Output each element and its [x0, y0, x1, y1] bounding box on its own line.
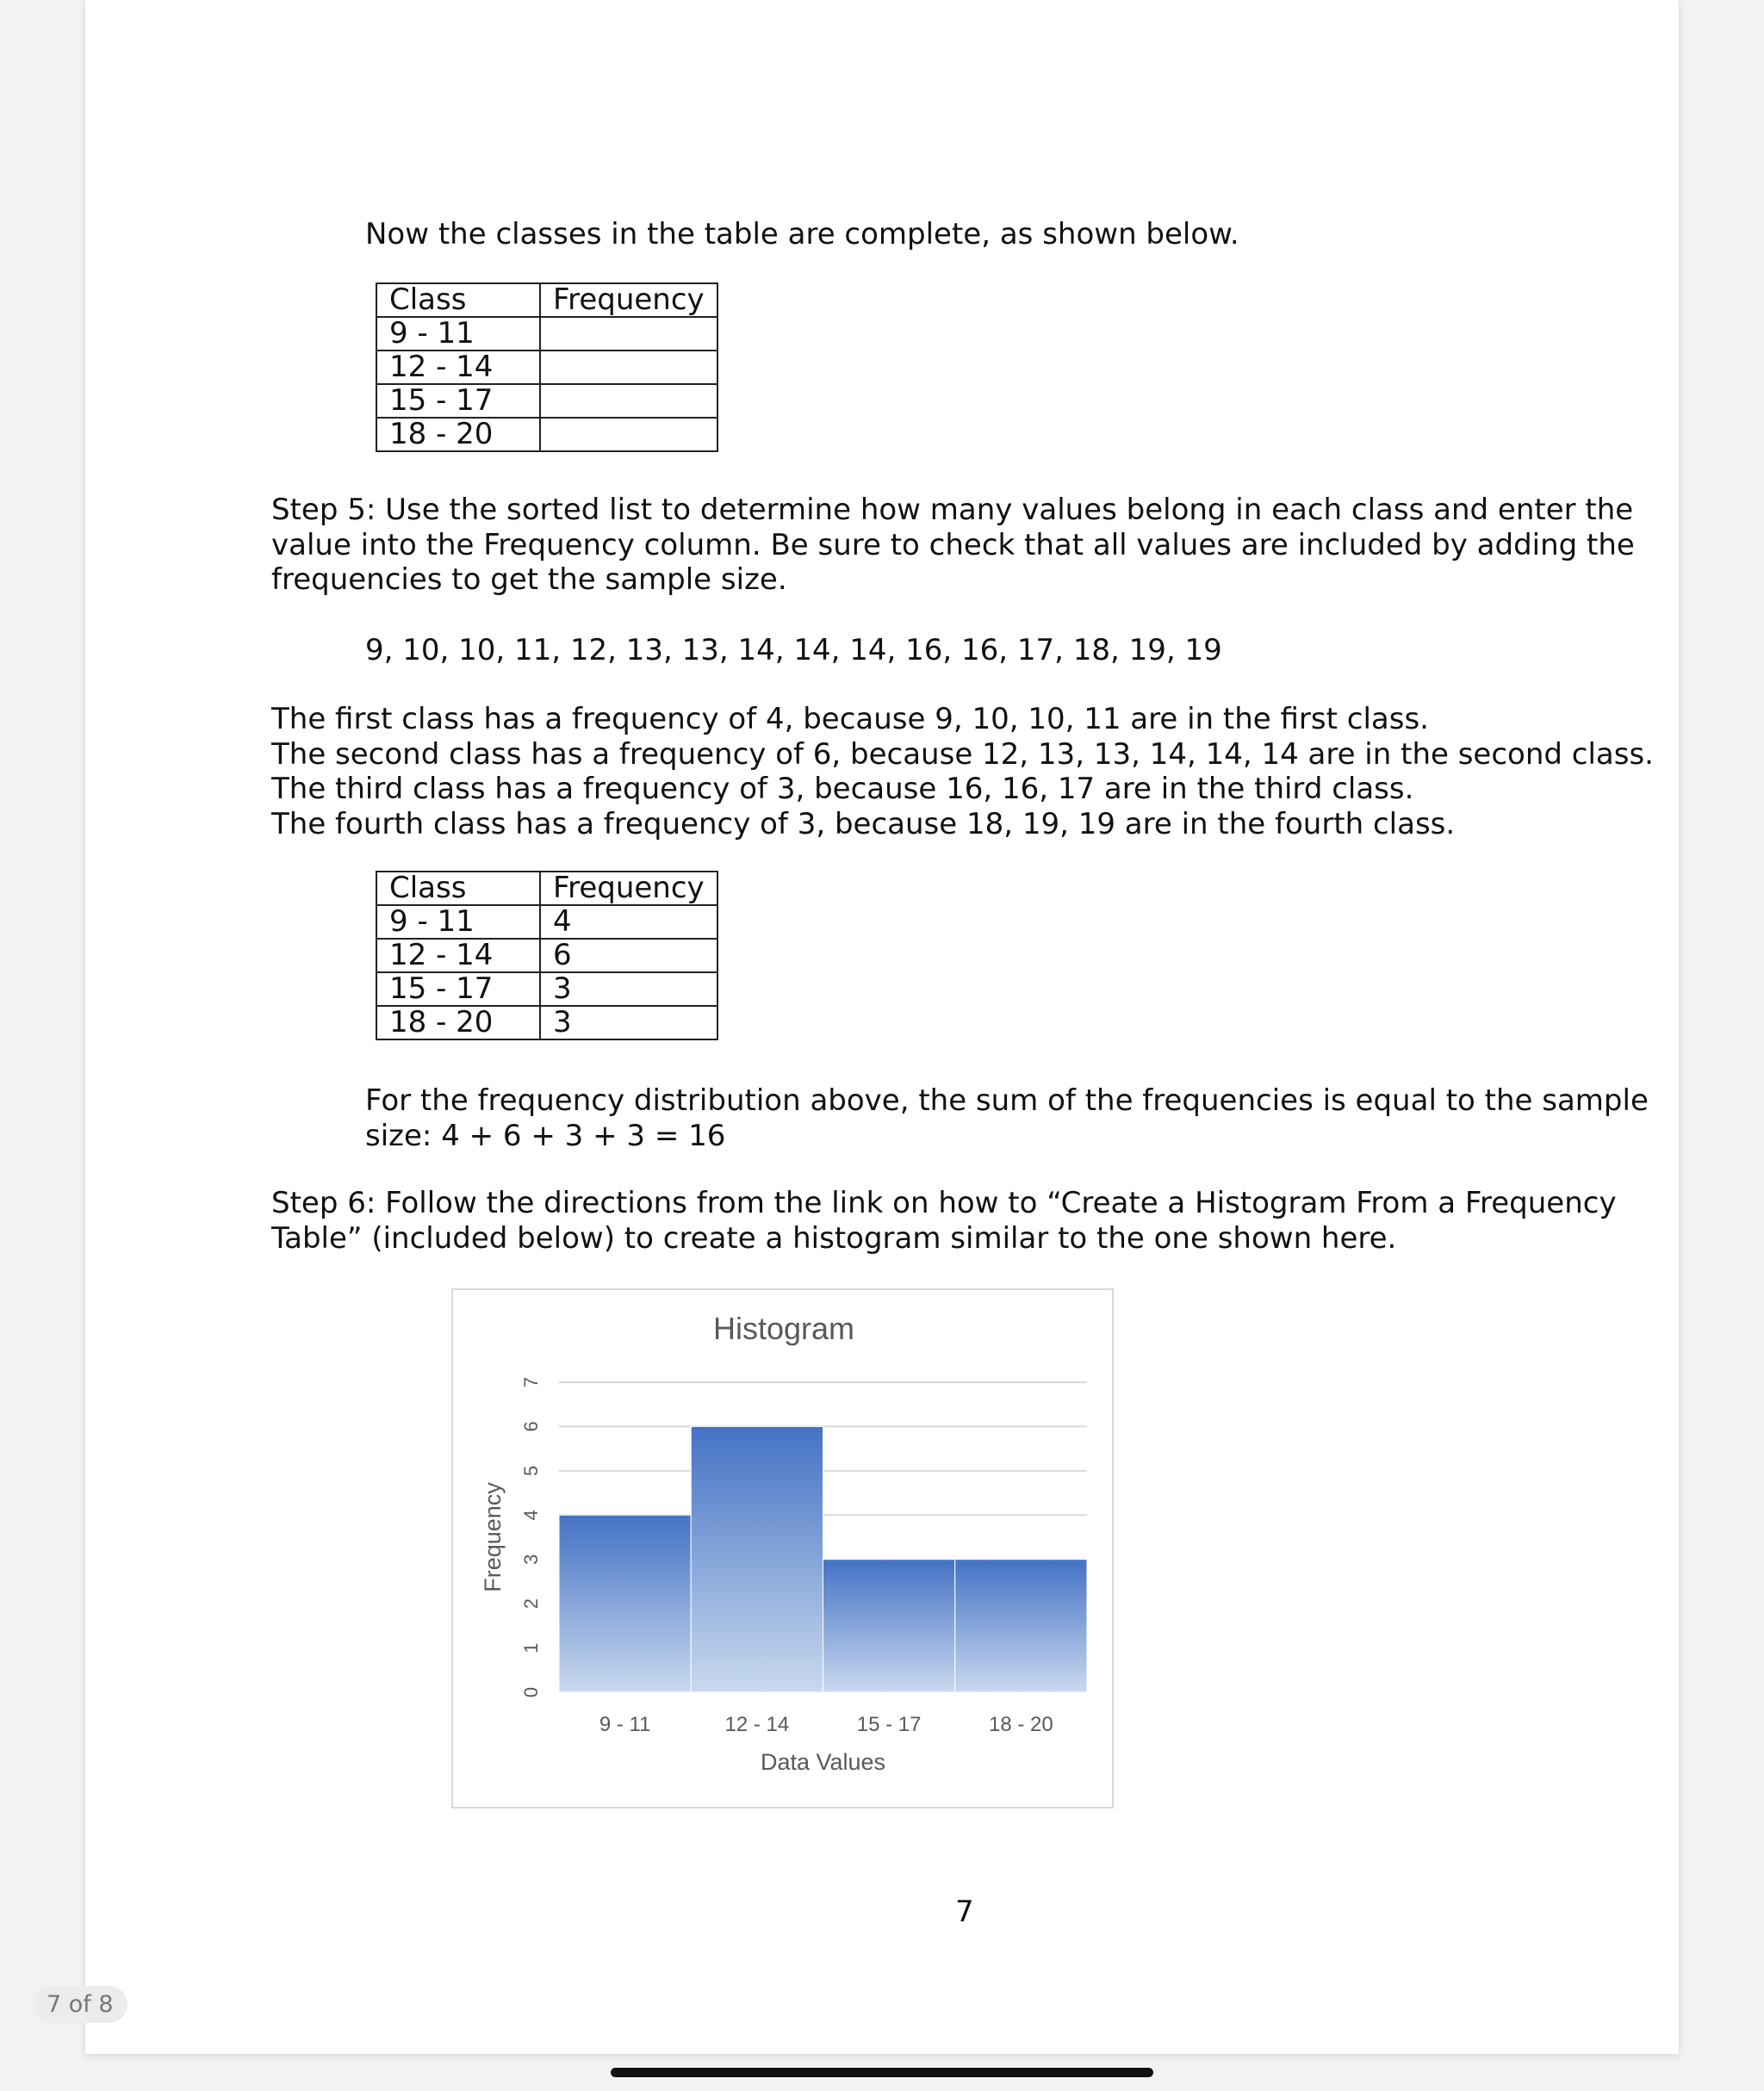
class-table-empty: [376, 282, 718, 452]
y-tick-label: 7: [520, 1376, 542, 1388]
histogram-bar: [823, 1560, 955, 1692]
class-table-filled: [376, 871, 718, 1040]
table-cell: 3: [540, 972, 717, 1006]
histogram-bar: [955, 1560, 1087, 1692]
table-header-row: [376, 283, 717, 317]
table-header-cell: Class: [376, 283, 540, 317]
y-tick-label: 2: [520, 1598, 542, 1610]
document-page: [85, 0, 1679, 2054]
table-cell: 12 - 14: [376, 351, 540, 384]
explanation-line: The second class has a frequency of 6, because 12, 13, 13, 14, 14, 14 are in the second class.: [271, 736, 1654, 772]
table-header-row: [376, 872, 717, 905]
table-row: [376, 384, 717, 418]
table-cell: 15 - 17: [376, 972, 540, 1006]
table-header-cell: Class: [376, 872, 540, 905]
chart-title: Histogram: [712, 1311, 855, 1346]
table-row: [376, 972, 717, 1006]
y-tick-label: 1: [520, 1642, 542, 1654]
table-header-cell: Frequency: [540, 872, 717, 905]
table-row: [376, 418, 717, 451]
step6-text: Step 6: Follow the directions from the link on how to “Create a Histogram From a Frequency Table” (included below) to create a histogram similar to the one shown here.: [271, 1186, 1617, 1256]
x-tick-label: 12 - 14: [724, 1713, 790, 1736]
x-tick-label: 18 - 20: [989, 1713, 1053, 1736]
histogram-svg: [453, 1290, 1115, 1810]
histogram-chart: [451, 1288, 1114, 1809]
table-cell: 12 - 14: [376, 939, 540, 972]
y-tick-label: 3: [520, 1554, 542, 1565]
sum-text: For the frequency distribution above, the sum of the frequencies is equal to the sample size: 4 + 6 + 3 + 3 = 16: [365, 1083, 1649, 1153]
table-cell: [540, 418, 717, 451]
histogram-bar: [559, 1515, 691, 1692]
table-cell: 9 - 11: [376, 317, 540, 351]
table-row: [376, 351, 717, 384]
sorted-list: 9, 10, 10, 11, 12, 13, 13, 14, 14, 14, 16, 16, 17, 18, 19, 19: [365, 633, 1222, 667]
table-header-cell: Frequency: [540, 283, 717, 317]
explanation-line: The first class has a frequency of 4, because 9, 10, 10, 11 are in the first class.: [271, 702, 1429, 736]
page-number: 7: [955, 1895, 974, 1929]
table-row: [376, 905, 717, 939]
table-cell: 6: [540, 939, 717, 972]
table-cell: 4: [540, 905, 717, 939]
step5-text: Step 5: Use the sorted list to determine how many values belong in each class and enter the value into the Frequency column. Be sure to check that all values are included by adding the frequencies to get the sample size.: [271, 493, 1635, 597]
y-tick-label: 5: [520, 1465, 542, 1476]
y-tick-label: 4: [520, 1510, 542, 1521]
table-cell: 18 - 20: [376, 1006, 540, 1039]
table-row: [376, 317, 717, 351]
y-tick-label: 6: [520, 1421, 542, 1432]
explanation-line: The fourth class has a frequency of 3, because 18, 19, 19 are in the fourth class.: [271, 806, 1456, 841]
table-cell: 18 - 20: [376, 418, 540, 451]
table-cell: [540, 317, 717, 351]
x-tick-label: 15 - 17: [856, 1713, 922, 1736]
intro-text: Now the classes in the table are complete, as shown below.: [365, 217, 1239, 251]
explanation-line: The third class has a frequency of 3, because 16, 16, 17 are in the third class.: [271, 772, 1414, 806]
table-row: [376, 1006, 717, 1039]
y-tick-label: 0: [520, 1686, 542, 1698]
x-tick-label: 9 - 11: [599, 1713, 651, 1736]
y-axis-label: Frequency: [480, 1482, 506, 1592]
x-axis-label: Data Values: [760, 1749, 886, 1775]
page-indicator: 7 of 8: [33, 1986, 127, 2023]
table-cell: [540, 351, 717, 384]
table-cell: [540, 384, 717, 418]
class-explanations: [271, 702, 1654, 841]
home-indicator-bar: [611, 2068, 1153, 2077]
histogram-bar: [691, 1426, 823, 1692]
table-cell: 3: [540, 1006, 717, 1039]
table-cell: 15 - 17: [376, 384, 540, 418]
table-row: [376, 939, 717, 972]
table-cell: 9 - 11: [376, 905, 540, 939]
